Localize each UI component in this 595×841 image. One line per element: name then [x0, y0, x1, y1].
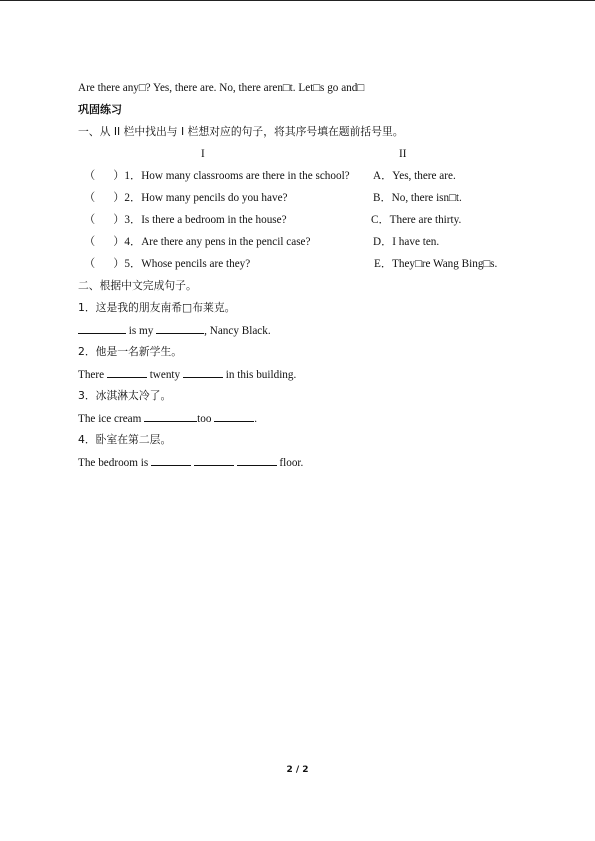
- match-answer-b: B．No, there isn□t.: [373, 192, 462, 204]
- blank-field[interactable]: [214, 411, 254, 422]
- question-4-sentence: The bedroom is floor.: [78, 457, 304, 469]
- match-row-2: （ ）2．How many pencils do you have?: [84, 192, 288, 204]
- match-row-4: （ ）4．Are there any pens in the pencil case?: [84, 236, 311, 248]
- question-1-sentence: is my , Nancy Black.: [78, 323, 271, 338]
- question-3-sentence: The ice cream too .: [78, 413, 258, 425]
- answer-bracket[interactable]: （: [84, 170, 96, 182]
- question-text: 2．How many pencils do you have?: [124, 192, 288, 204]
- section-title: 巩固练习: [78, 103, 122, 116]
- blank-field[interactable]: [183, 367, 223, 378]
- question-2-chinese: 2．他是一名新学生。: [78, 345, 183, 358]
- match-answer-a: A．Yes, there are.: [373, 170, 456, 182]
- answer-bracket[interactable]: （: [84, 258, 96, 270]
- question-3-chinese: 3．冰淇淋太冷了。: [78, 389, 172, 402]
- match-row-1: （ ）1．How many classrooms are there in the school?: [84, 170, 350, 182]
- match-answer-c: C．There are thirty.: [371, 214, 462, 226]
- column-ii-header: II: [399, 148, 407, 160]
- page-number: 2 / 2: [286, 765, 309, 775]
- part1-instruction: 一、从 II 栏中找出与 I 栏想对应的句子，将其序号填在题前括号里。: [78, 125, 404, 138]
- question-2-sentence: There twenty in this building.: [78, 369, 297, 381]
- part2-instruction: 二、根据中文完成句子。: [78, 279, 197, 292]
- column-i-header: I: [201, 148, 205, 160]
- question-text: 4．Are there any pens in the pencil case?: [124, 236, 311, 248]
- blank-field[interactable]: [156, 323, 204, 334]
- match-row-3: （ ）3．Is there a bedroom in the house?: [84, 214, 287, 226]
- blank-field[interactable]: [194, 455, 234, 466]
- blank-field[interactable]: [78, 323, 126, 334]
- blank-field[interactable]: [144, 411, 197, 422]
- question-1-chinese: 1．这是我的朋友南希□布莱克。: [78, 301, 236, 314]
- question-text: 3．Is there a bedroom in the house?: [124, 214, 287, 226]
- blank-field[interactable]: [151, 455, 191, 466]
- blank-field[interactable]: [107, 367, 147, 378]
- blank-field[interactable]: [237, 455, 277, 466]
- match-answer-d: D．I have ten.: [373, 236, 440, 248]
- question-text: 1．How many classrooms are there in the school?: [124, 170, 350, 182]
- question-text: 5．Whose pencils are they?: [124, 258, 251, 270]
- intro-line: Are there any□? Yes, there are. No, there aren□t. Let□s go and□: [78, 82, 365, 94]
- answer-bracket[interactable]: （: [84, 192, 96, 204]
- match-row-5: （ ）5．Whose pencils are they?: [84, 258, 251, 270]
- top-border-line: [0, 0, 595, 1]
- match-answer-e: E．They□re Wang Bing□s.: [374, 258, 498, 270]
- answer-bracket[interactable]: （: [84, 236, 96, 248]
- question-4-chinese: 4．卧室在第二层。: [78, 433, 172, 446]
- answer-bracket[interactable]: （: [84, 214, 96, 226]
